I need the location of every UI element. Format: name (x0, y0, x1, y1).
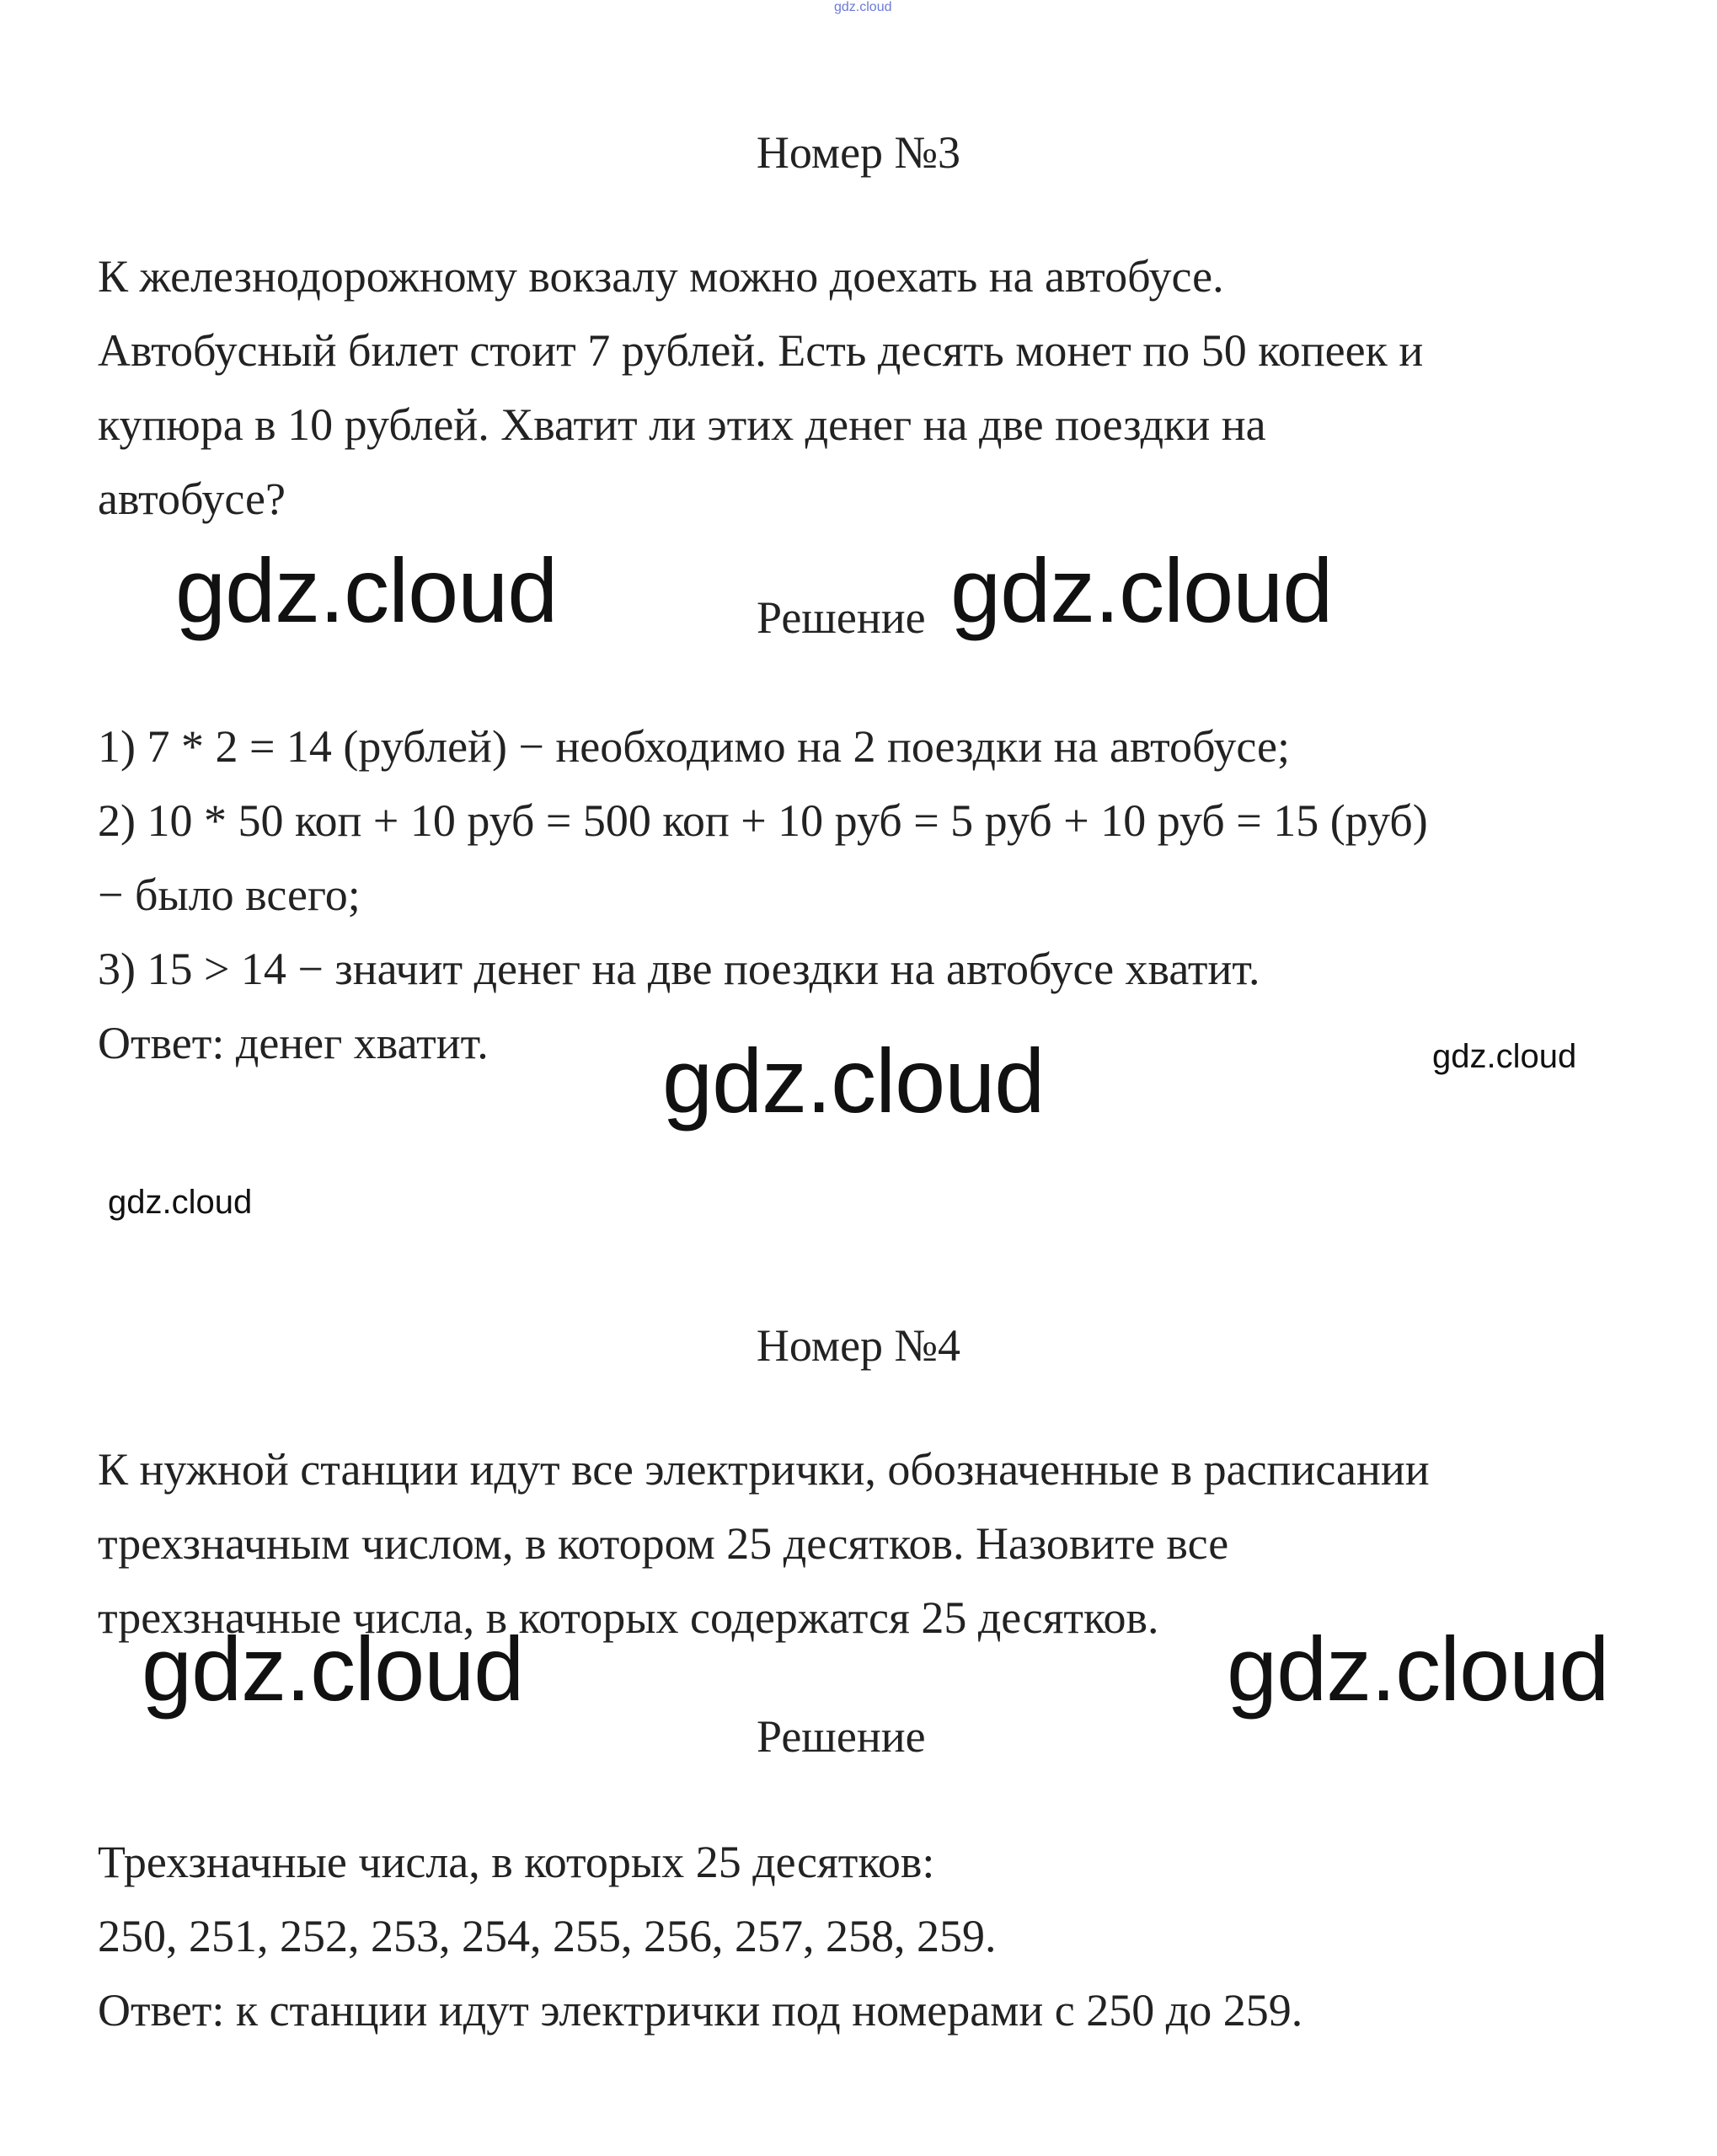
solution-line: 1) 7 * 2 = 14 (рублей) − необходимо на 2 поездки на автобусе; (98, 721, 1290, 772)
question-line: Автобусный билет стоит 7 рублей. Есть десять монет по 50 копеек и (98, 325, 1424, 376)
problem-4-solution-label: Решение (757, 1711, 926, 1762)
watermark: gdz.cloud (142, 1618, 524, 1720)
problem-3-solution (98, 709, 1428, 1080)
answer-line: Ответ: денег хватит. (98, 1018, 489, 1068)
question-line: автобусе? (98, 473, 286, 524)
question-line: трехзначные числа, в которых содержатся 25 десятков. (98, 1592, 1159, 1643)
watermark: gdz.cloud (175, 539, 558, 641)
problem-4-solution (98, 1825, 1302, 2047)
problem-3-heading: Номер №3 (756, 127, 961, 178)
problem-3-question (98, 239, 1423, 536)
watermark: gdz.cloud (950, 539, 1333, 641)
question-line: К железнодорожному вокзалу можно доехать на автобусе. (98, 251, 1224, 302)
solution-line: 2) 10 * 50 коп + 10 руб = 500 коп + 10 руб = 5 руб + 10 руб = 15 (руб) (98, 795, 1428, 846)
problem-4-heading: Номер №4 (756, 1320, 961, 1371)
question-line: купюра в 10 рублей. Хватит ли этих денег на две поездки на (98, 399, 1266, 450)
problem-3-solution-label: Решение (757, 592, 926, 643)
watermark: gdz.cloud (662, 1030, 1045, 1131)
solution-line: Трехзначные числа, в которых 25 десятков: (98, 1837, 935, 1887)
top-watermark: gdz.cloud (834, 0, 892, 14)
watermark: gdz.cloud (1432, 1038, 1577, 1075)
question-line: К нужной станции идут все электрички, обозначенные в расписании (98, 1444, 1430, 1495)
answer-line: Ответ: к станции идут электрички под номерами с 250 до 259. (98, 1985, 1303, 2036)
solution-line: − было всего; (98, 869, 361, 920)
watermark: gdz.cloud (108, 1184, 253, 1221)
solution-line: 3) 15 > 14 − значит денег на две поездки на автобусе хватит. (98, 944, 1260, 994)
solution-line: 250, 251, 252, 253, 254, 255, 256, 257, 258, 259. (98, 1911, 997, 1961)
watermark: gdz.cloud (1227, 1618, 1609, 1720)
question-line: трехзначным числом, в котором 25 десятков. Назовите все (98, 1518, 1229, 1569)
